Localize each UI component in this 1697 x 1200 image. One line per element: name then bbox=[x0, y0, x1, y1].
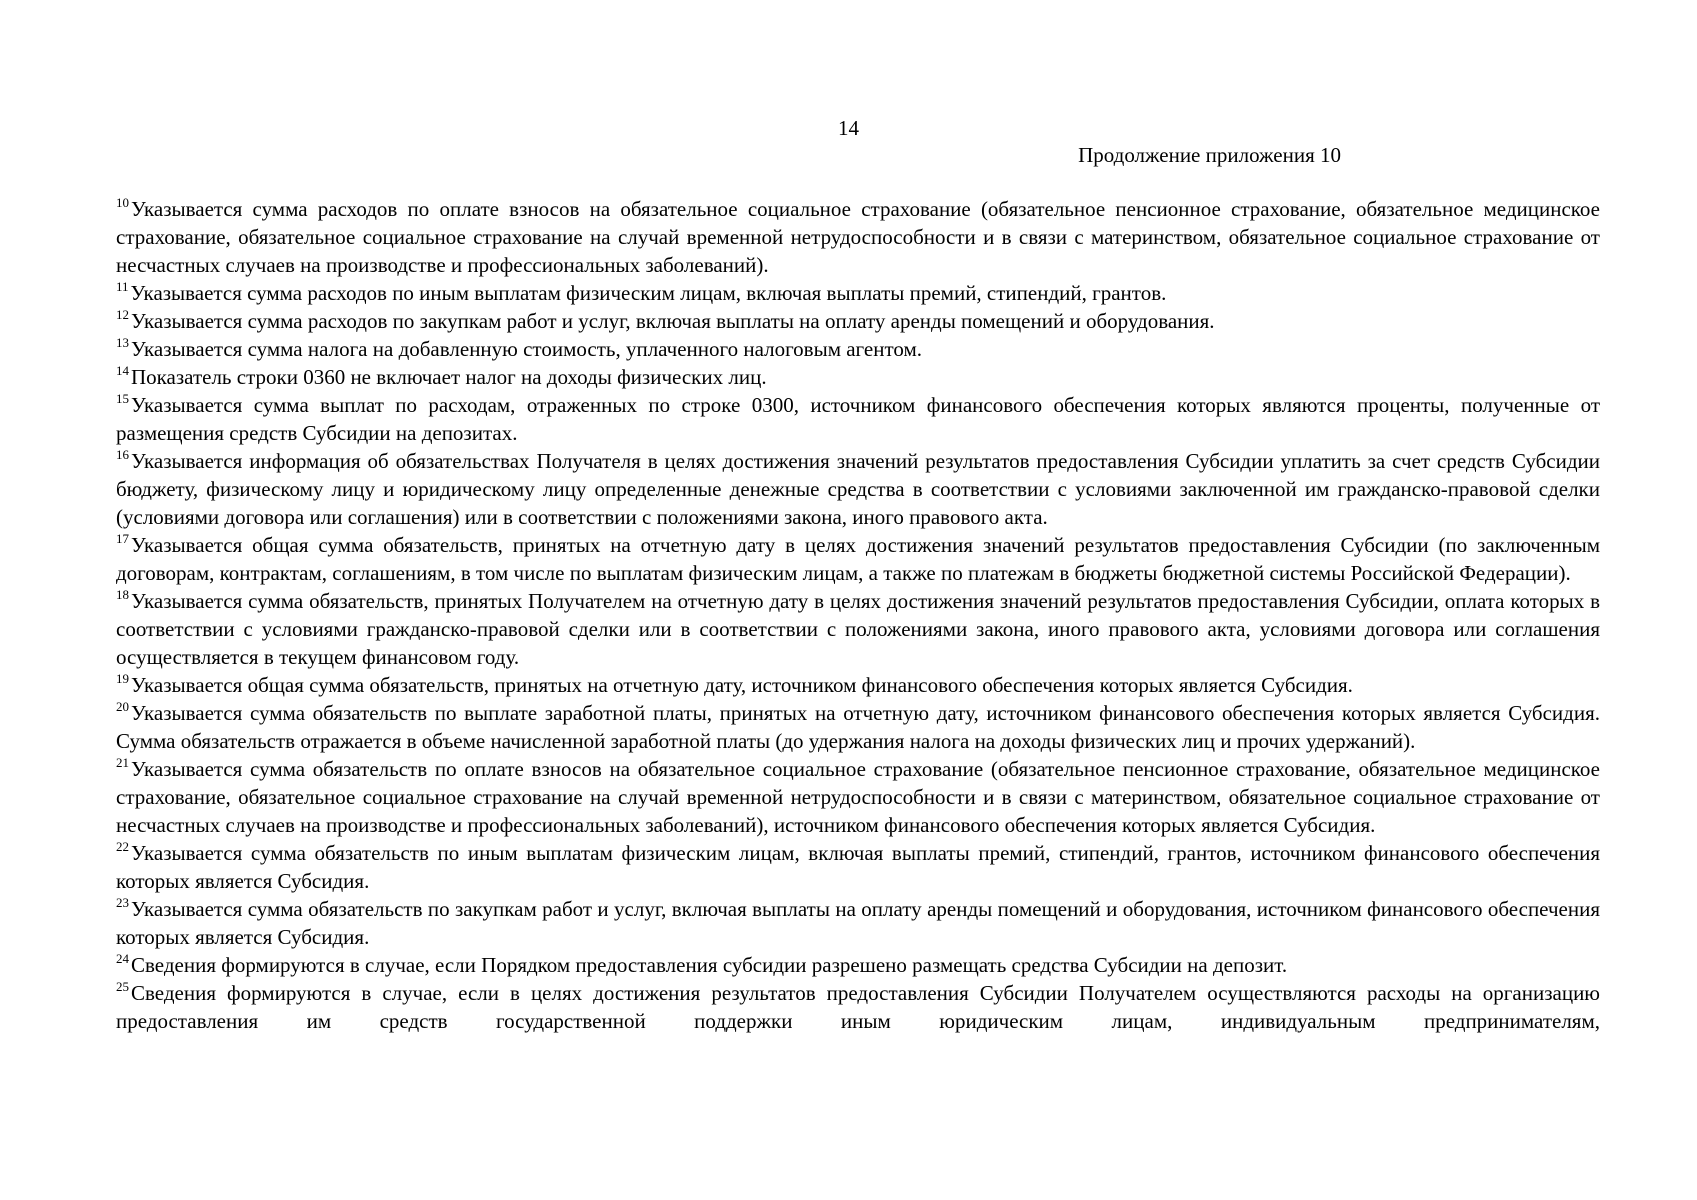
footnote-text: Сведения формируются в случае, если Порядком предоставления субсидии разрешено размещать средства Субсидии на депозит. bbox=[131, 953, 1288, 977]
footnote-number: 11 bbox=[116, 279, 129, 294]
footnote-16 bbox=[116, 447, 1600, 531]
footnote-number: 13 bbox=[116, 335, 129, 350]
footnote-text: Показатель строки 0360 не включает налог на доходы физических лиц. bbox=[131, 365, 767, 389]
footnote-14 bbox=[116, 363, 1600, 391]
footnote-22 bbox=[116, 839, 1600, 895]
footnote-text: Указывается информация об обязательствах Получателя в целях достижения значений результатов предоставления Субсидии уплатить за счет средств Субсидии бюджету, физическому лицу и юридическому лицу определенные денежные средства в соответствии с условиями заключенной им гражданско-правовой сделки (условиями договора или соглашения) или в соответствии с положениями закона, иного правового акта. bbox=[116, 449, 1600, 529]
footnote-number: 16 bbox=[116, 447, 129, 462]
footnote-12 bbox=[116, 307, 1600, 335]
footnote-text: Указывается сумма расходов по иным выплатам физическим лицам, включая выплаты премий, стипендий, грантов. bbox=[130, 281, 1167, 305]
footnotes-list bbox=[116, 195, 1600, 1035]
footnote-number: 14 bbox=[116, 363, 129, 378]
footnote-24 bbox=[116, 951, 1600, 979]
footnote-text: Указывается сумма обязательств по иным выплатам физическим лицам, включая выплаты премий, стипендий, грантов, источником финансового обеспечения которых является Субсидия. bbox=[116, 841, 1600, 893]
footnote-number: 12 bbox=[116, 307, 129, 322]
footnote-number: 18 bbox=[116, 587, 129, 602]
footnote-text: Указывается общая сумма обязательств, принятых на отчетную дату, источником финансового обеспечения которых является Субсидия. bbox=[131, 673, 1353, 697]
footnote-13 bbox=[116, 335, 1600, 363]
footnote-20 bbox=[116, 699, 1600, 755]
footnote-10 bbox=[116, 195, 1600, 279]
footnote-text: Указывается сумма обязательств по выплате заработной платы, принятых на отчетную дату, источником финансового обеспечения которых является Субсидия. Сумма обязательств отражается в объеме начисленной заработной платы (до удержания налога на доходы физических лиц и прочих удержаний). bbox=[116, 701, 1600, 753]
footnote-number: 22 bbox=[116, 839, 129, 854]
footnote-15 bbox=[116, 391, 1600, 447]
footnote-18 bbox=[116, 587, 1600, 671]
footnote-number: 10 bbox=[116, 195, 129, 210]
footnote-11 bbox=[116, 279, 1600, 307]
footnote-text: Указывается сумма налога на добавленную стоимость, уплаченного налоговым агентом. bbox=[131, 337, 922, 361]
footnote-17 bbox=[116, 531, 1600, 587]
footnote-text: Указывается общая сумма обязательств, принятых на отчетную дату в целях достижения значений результатов предоставления Субсидии (по заключенным договорам, контрактам, соглашениям, в том числе по выплатам физическим лицам, а также по платежам в бюджеты бюджетной системы Российской Федерации). bbox=[116, 533, 1600, 585]
footnote-text: Указывается сумма обязательств по закупкам работ и услуг, включая выплаты на оплату аренды помещений и оборудования, источником финансового обеспечения которых является Субсидия. bbox=[116, 897, 1600, 949]
footnote-19 bbox=[116, 671, 1600, 699]
footnote-number: 21 bbox=[116, 755, 129, 770]
footnote-text: Сведения формируются в случае, если в целях достижения результатов предоставления Субсидии Получателем осуществляются расходы на организацию предоставления им средств государственной поддержки иным юридическим лицам, индивидуальным предпринимателям, bbox=[116, 981, 1600, 1033]
footnote-number: 17 bbox=[116, 531, 129, 546]
footnote-23 bbox=[116, 895, 1600, 951]
footnote-number: 25 bbox=[116, 979, 129, 994]
footnote-number: 15 bbox=[116, 391, 129, 406]
footnote-text: Указывается сумма расходов по закупкам работ и услуг, включая выплаты на оплату аренды помещений и оборудования. bbox=[131, 309, 1215, 333]
footnote-number: 20 bbox=[116, 699, 129, 714]
footnote-21 bbox=[116, 755, 1600, 839]
page-number: 14 bbox=[838, 116, 859, 140]
footnote-text: Указывается сумма выплат по расходам, отраженных по строке 0300, источником финансового обеспечения которых являются проценты, полученные от размещения средств Субсидии на депозитах. bbox=[116, 393, 1600, 445]
footnote-number: 24 bbox=[116, 951, 129, 966]
footnote-text: Указывается сумма обязательств по оплате взносов на обязательное социальное страхование (обязательное пенсионное страхование, обязательное медицинское страхование, обязательное социальное страхование на случай временной нетрудоспособности и в связи с материнством, обязательное социальное страхование от несчастных случаев на производстве и профессиональных заболеваний), источником финансового обеспечения которых является Субсидия. bbox=[116, 757, 1600, 837]
footnote-text: Указывается сумма обязательств, принятых Получателем на отчетную дату в целях достижения значений результатов предоставления Субсидии, оплата которых в соответствии с условиями гражданско-правовой сделки или в соответствии с положениями закона, иного правового акта, условиями договора или соглашения осуществляется в текущем финансовом году. bbox=[116, 589, 1600, 669]
appendix-continuation-label: Продолжение приложения 10 bbox=[1078, 143, 1341, 167]
footnote-text: Указывается сумма расходов по оплате взносов на обязательное социальное страхование (обязательное пенсионное страхование, обязательное медицинское страхование, обязательное социальное страхование на случай временной нетрудоспособности и в связи с материнством, обязательное социальное страхование от несчастных случаев на производстве и профессиональных заболеваний). bbox=[116, 197, 1600, 277]
footnote-25 bbox=[116, 979, 1600, 1035]
footnote-number: 23 bbox=[116, 895, 129, 910]
footnote-number: 19 bbox=[116, 671, 129, 686]
